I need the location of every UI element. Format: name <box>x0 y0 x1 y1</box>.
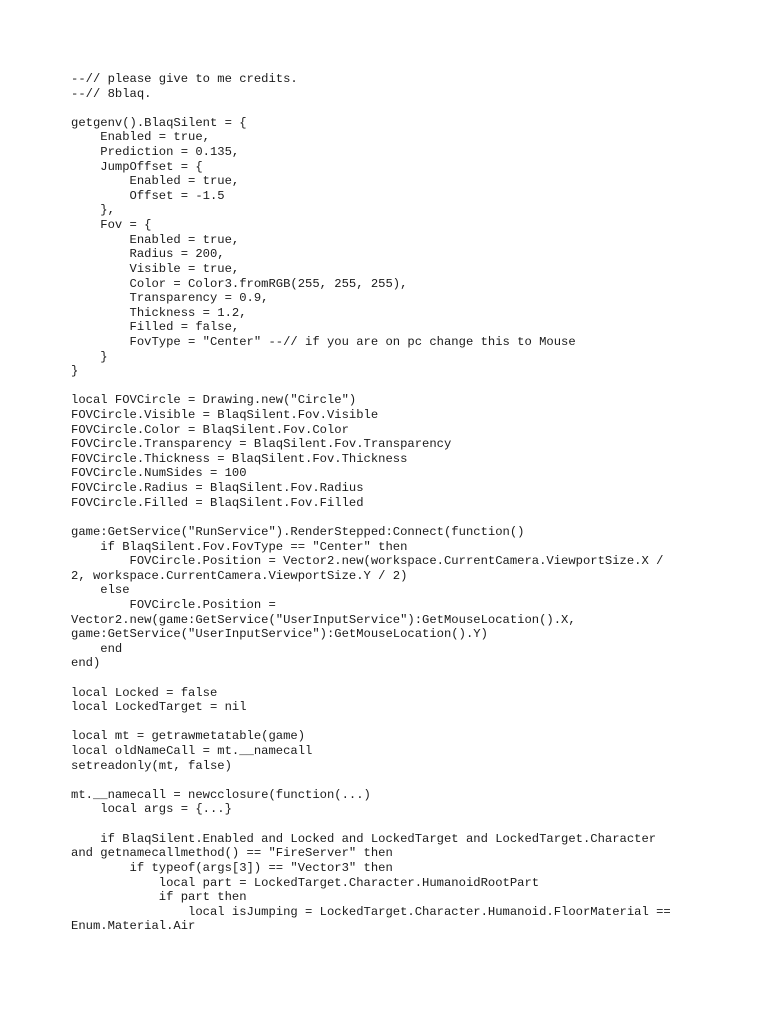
code-line: } <box>71 349 108 364</box>
code-line: mt.__namecall = newcclosure(function(...) <box>71 787 371 802</box>
code-line: Transparency = 0.9, <box>71 291 269 306</box>
code-line: FOVCircle.Filled = BlaqSilent.Fov.Filled <box>71 495 364 510</box>
code-line <box>71 817 711 832</box>
code-line <box>71 715 711 730</box>
code-line: FOVCircle.Radius = BlaqSilent.Fov.Radius <box>71 481 364 496</box>
code-line <box>71 671 711 686</box>
code-line: Enum.Material.Air <box>71 919 196 934</box>
code-line: local args = {...} <box>71 802 232 817</box>
code-line: 2, workspace.CurrentCamera.ViewportSize.Y / 2) <box>71 568 408 583</box>
code-line: local oldNameCall = mt.__namecall <box>71 744 313 759</box>
code-line: if BlaqSilent.Fov.FovType == "Center" then <box>71 539 408 554</box>
code-line: local FOVCircle = Drawing.new("Circle") <box>71 393 357 408</box>
code-line: Vector2.new(game:GetService("UserInputService"):GetMouseLocation().X, <box>71 612 576 627</box>
code-line: Visible = true, <box>71 261 240 276</box>
code-line: FOVCircle.Position = Vector2.new(workspace.CurrentCamera.ViewportSize.X / <box>71 554 664 569</box>
code-line: }, <box>71 203 115 218</box>
code-line: else <box>71 583 130 598</box>
code-line: local part = LockedTarget.Character.HumanoidRootPart <box>71 875 540 890</box>
code-line: Color = Color3.fromRGB(255, 255, 255), <box>71 276 408 291</box>
code-line: Enabled = true, <box>71 232 240 247</box>
code-line: JumpOffset = { <box>71 159 203 174</box>
code-line: if BlaqSilent.Enabled and Locked and LockedTarget and LockedTarget.Character <box>71 831 657 846</box>
code-line: --// please give to me credits. <box>71 72 298 86</box>
code-line <box>71 379 711 394</box>
code-line: if typeof(args[3]) == "Vector3" then <box>71 860 393 875</box>
code-line: end <box>71 641 123 656</box>
code-line: Radius = 200, <box>71 247 225 262</box>
code-line: Prediction = 0.135, <box>71 145 240 160</box>
code-line: FOVCircle.Color = BlaqSilent.Fov.Color <box>71 422 349 437</box>
code-line: end) <box>71 656 101 671</box>
code-line: game:GetService("UserInputService"):GetMouseLocation().Y) <box>71 627 488 642</box>
code-listing <box>71 72 711 934</box>
code-line: local mt = getrawmetatable(game) <box>71 729 306 744</box>
code-line: FOVCircle.Position = <box>71 597 276 612</box>
code-line: setreadonly(mt, false) <box>71 758 232 773</box>
code-line: Thickness = 1.2, <box>71 305 247 320</box>
code-line: Enabled = true, <box>71 174 240 189</box>
code-line: FOVCircle.Transparency = BlaqSilent.Fov.Transparency <box>71 437 452 452</box>
code-line: local isJumping = LockedTarget.Character.Humanoid.FloorMaterial == <box>71 904 671 919</box>
code-line: --// 8blaq. <box>71 86 152 101</box>
code-line: getgenv().BlaqSilent = { <box>71 115 247 130</box>
code-line: FOVCircle.NumSides = 100 <box>71 466 247 481</box>
code-line: Filled = false, <box>71 320 240 335</box>
code-line: local Locked = false <box>71 685 218 700</box>
code-line <box>71 510 711 525</box>
code-line: Enabled = true, <box>71 130 210 145</box>
code-line <box>71 773 711 788</box>
code-line: } <box>71 364 79 379</box>
code-line: Offset = -1.5 <box>71 188 225 203</box>
code-line <box>71 101 711 116</box>
code-line: game:GetService("RunService").RenderStepped:Connect(function() <box>71 524 525 539</box>
code-line: if part then <box>71 890 247 905</box>
code-line: Fov = { <box>71 218 152 233</box>
code-line: FOVCircle.Visible = BlaqSilent.Fov.Visible <box>71 408 379 423</box>
code-line: FOVCircle.Thickness = BlaqSilent.Fov.Thickness <box>71 451 408 466</box>
code-line: local LockedTarget = nil <box>71 700 247 715</box>
code-line: and getnamecallmethod() == "FireServer" then <box>71 846 393 861</box>
code-line: FovType = "Center" --// if you are on pc change this to Mouse <box>71 334 576 349</box>
